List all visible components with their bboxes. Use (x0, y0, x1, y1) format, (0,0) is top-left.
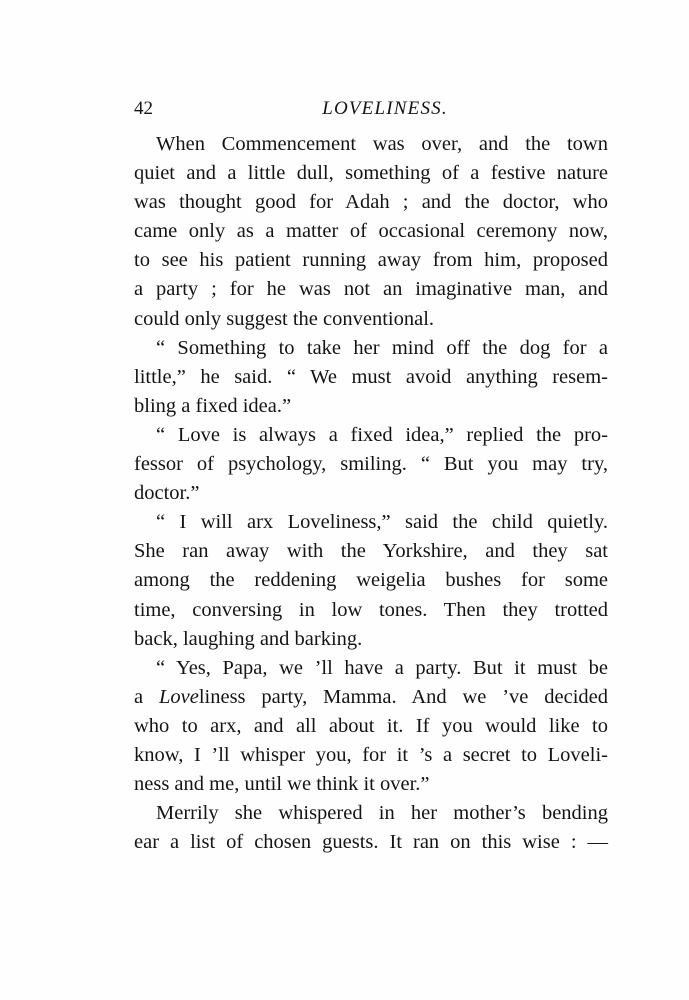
text-line: “ Yes, Papa, we ’ll have a party. But it must be (156, 656, 608, 679)
text-line: ear a list of chosen guests. It ran on this wise : — (134, 831, 608, 854)
text-line: among the reddening weigelia bushes for some (134, 569, 608, 592)
body-text (134, 130, 608, 857)
text-line: fessor of psychology, smiling. “ But you may try, (134, 453, 608, 476)
text-line: doctor.” (134, 482, 200, 505)
text-line: know, I ’ll whisper you, for it ’s a secret to Loveli- (134, 743, 608, 766)
text-line: back, laughing and barking. (134, 627, 363, 650)
text-line: to see his patient running away from him, proposed (134, 249, 608, 272)
text-line-rest: liness party, Mamma. And we ’ve decided (198, 685, 609, 708)
emphasized-word: Love (158, 685, 199, 708)
text-line: who to arx, and all about it. If you would like to (134, 714, 608, 737)
text-line: bling a fixed idea.” (134, 394, 292, 417)
text-line: time, conversing in low tones. Then they trotted (134, 598, 608, 621)
text-line: could only suggest the conventional. (134, 307, 435, 330)
text-line: “ Love is always a fixed idea,” replied the pro- (156, 423, 608, 446)
text-line: ness and me, until we think it over.” (134, 773, 430, 796)
running-head (134, 98, 608, 124)
text-line: She ran away with the Yorkshire, and they sat (134, 540, 608, 563)
text-line: “ Something to take her mind off the dog for a (156, 336, 608, 359)
text-line: came only as a matter of occasional ceremony now, (134, 220, 608, 243)
text-line: “ I will arx Loveliness,” said the child quietly. (156, 511, 608, 534)
text-line (134, 683, 608, 712)
text-line-start: a (134, 685, 159, 708)
text-line: When Commencement was over, and the town (156, 133, 608, 155)
text-line: was thought good for Adah ; and the doctor, who (134, 191, 608, 214)
text-line: quiet and a little dull, something of a festive nature (134, 162, 608, 185)
text-line: a party ; for he was not an imaginative man, and (134, 278, 608, 301)
page-number: 42 (134, 98, 153, 119)
text-line: Merrily she whispered in her mother’s bending (156, 802, 608, 825)
text-line: little,” he said. “ We must avoid anything resem- (134, 365, 608, 388)
running-title: LOVELINESS. (322, 98, 448, 119)
